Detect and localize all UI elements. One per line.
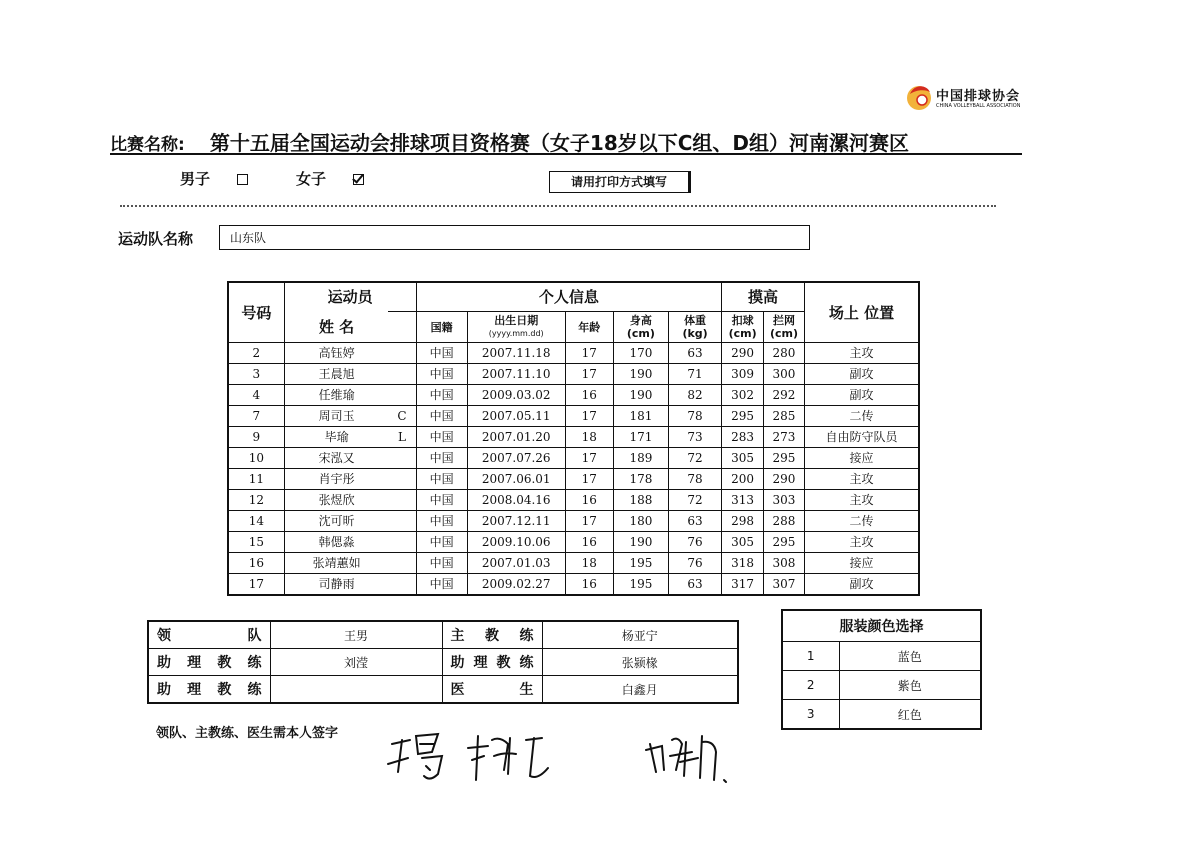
uniform-option-number: 1 [782, 642, 839, 671]
player-birthdate: 2007.11.18 [467, 343, 565, 364]
leader-value[interactable]: 王男 [270, 621, 442, 649]
player-height: 190 [613, 385, 668, 406]
player-name: 张靖蕙如 [284, 553, 388, 574]
player-spike-reach: 318 [722, 553, 764, 574]
player-height: 178 [613, 469, 668, 490]
table-row [228, 427, 919, 448]
assistant2-label: 助理教练 [442, 649, 542, 676]
player-nationality: 中国 [416, 448, 467, 469]
player-birthdate: 2007.01.20 [467, 427, 565, 448]
header-athlete: 运动员 [284, 282, 416, 312]
head-coach-value[interactable]: 杨亚宁 [542, 621, 738, 649]
player-number: 15 [228, 532, 284, 553]
player-spike-reach: 317 [722, 574, 764, 596]
player-spike-reach: 295 [722, 406, 764, 427]
player-role [388, 448, 416, 469]
header-birthdate: 出生日期 (yyyy.mm.dd) [467, 312, 565, 343]
uniform-option-number: 3 [782, 700, 839, 730]
player-block-reach: 288 [764, 511, 805, 532]
player-nationality: 中国 [416, 574, 467, 596]
player-block-reach: 292 [764, 385, 805, 406]
table-row [228, 490, 919, 511]
player-position: 副攻 [804, 385, 919, 406]
player-block-reach: 300 [764, 364, 805, 385]
dotted-divider [120, 205, 996, 207]
staff-table [147, 620, 739, 704]
player-name: 任维瑜 [284, 385, 388, 406]
player-number: 17 [228, 574, 284, 596]
player-height: 170 [613, 343, 668, 364]
player-weight: 78 [669, 469, 722, 490]
cva-logo-icon [904, 80, 934, 114]
player-position: 接应 [804, 553, 919, 574]
header-position: 场上 位置 [804, 282, 919, 343]
player-position: 二传 [804, 406, 919, 427]
player-spike-reach: 313 [722, 490, 764, 511]
player-age: 18 [565, 553, 613, 574]
table-row [228, 574, 919, 596]
player-height: 180 [613, 511, 668, 532]
player-block-reach: 308 [764, 553, 805, 574]
player-nationality: 中国 [416, 385, 467, 406]
title-text: 第十五届全国运动会排球项目资格赛（女子18岁以下C组、D组）河南漯河赛区 [209, 131, 910, 155]
player-name: 韩偲淼 [284, 532, 388, 553]
player-birthdate: 2007.07.26 [467, 448, 565, 469]
player-number: 11 [228, 469, 284, 490]
player-weight: 78 [669, 406, 722, 427]
player-height: 190 [613, 364, 668, 385]
player-block-reach: 295 [764, 532, 805, 553]
header-personal-info: 个人信息 [416, 282, 722, 312]
player-number: 10 [228, 448, 284, 469]
player-weight: 76 [669, 532, 722, 553]
player-age: 17 [565, 511, 613, 532]
player-height: 181 [613, 406, 668, 427]
player-birthdate: 2007.01.03 [467, 553, 565, 574]
player-spike-reach: 305 [722, 532, 764, 553]
table-row [228, 469, 919, 490]
player-number: 7 [228, 406, 284, 427]
player-role [388, 574, 416, 596]
header-reach: 摸高 [722, 282, 805, 312]
title-label: 比赛名称: [110, 135, 185, 155]
player-weight: 82 [669, 385, 722, 406]
player-age: 16 [565, 532, 613, 553]
table-row [228, 553, 919, 574]
uniform-color-table [781, 609, 982, 730]
player-role [388, 532, 416, 553]
player-age: 16 [565, 385, 613, 406]
assistant3-label: 助理教练 [148, 676, 270, 704]
doctor-label: 医生 [442, 676, 542, 704]
player-role [388, 490, 416, 511]
player-birthdate: 2007.05.11 [467, 406, 565, 427]
assistant-label: 助理教练 [148, 649, 270, 676]
player-age: 17 [565, 343, 613, 364]
table-row [228, 406, 919, 427]
player-name: 沈可昕 [284, 511, 388, 532]
player-height: 195 [613, 574, 668, 596]
player-block-reach: 280 [764, 343, 805, 364]
handwritten-signatures [380, 722, 760, 802]
player-name: 肖宇彤 [284, 469, 388, 490]
player-block-reach: 285 [764, 406, 805, 427]
uniform-title: 服装颜色选择 [782, 610, 981, 642]
player-birthdate: 2007.06.01 [467, 469, 565, 490]
player-height: 190 [613, 532, 668, 553]
player-name: 周司玉 [284, 406, 388, 427]
male-label: 男子 [180, 170, 211, 188]
team-name-field[interactable]: 山东队 [219, 225, 810, 250]
player-nationality: 中国 [416, 532, 467, 553]
table-row [228, 385, 919, 406]
assistant2-value[interactable]: 张颍椽 [542, 649, 738, 676]
player-height: 188 [613, 490, 668, 511]
player-role [388, 469, 416, 490]
table-row [228, 448, 919, 469]
table-row [228, 511, 919, 532]
player-birthdate: 2008.04.16 [467, 490, 565, 511]
player-position: 主攻 [804, 490, 919, 511]
header-spike: 扣球 (cm) [722, 312, 764, 343]
player-block-reach: 307 [764, 574, 805, 596]
player-birthdate: 2007.11.10 [467, 364, 565, 385]
player-role: L [388, 427, 416, 448]
player-nationality: 中国 [416, 406, 467, 427]
player-name: 毕瑜 [284, 427, 388, 448]
player-nationality: 中国 [416, 511, 467, 532]
player-role [388, 511, 416, 532]
uniform-option-number: 2 [782, 671, 839, 700]
player-position: 自由防守队员 [804, 427, 919, 448]
player-birthdate: 2009.10.06 [467, 532, 565, 553]
player-weight: 73 [669, 427, 722, 448]
player-position: 接应 [804, 448, 919, 469]
player-height: 171 [613, 427, 668, 448]
player-age: 16 [565, 574, 613, 596]
assistant1-value[interactable]: 刘滢 [270, 649, 442, 676]
player-number: 3 [228, 364, 284, 385]
player-nationality: 中国 [416, 469, 467, 490]
player-nationality: 中国 [416, 364, 467, 385]
player-spike-reach: 200 [722, 469, 764, 490]
player-spike-reach: 309 [722, 364, 764, 385]
header-role-blank [388, 312, 416, 343]
player-weight: 72 [669, 448, 722, 469]
competition-title [110, 127, 1022, 155]
player-position: 副攻 [804, 364, 919, 385]
player-position: 主攻 [804, 343, 919, 364]
player-age: 17 [565, 364, 613, 385]
header-block: 拦网 (cm) [764, 312, 805, 343]
player-name: 王晨旭 [284, 364, 388, 385]
player-block-reach: 303 [764, 490, 805, 511]
player-age: 17 [565, 406, 613, 427]
player-name: 宋泓又 [284, 448, 388, 469]
table-row [228, 343, 919, 364]
player-weight: 63 [669, 574, 722, 596]
player-age: 17 [565, 469, 613, 490]
logo-name: 中国排球协会 [936, 89, 1021, 104]
player-nationality: 中国 [416, 553, 467, 574]
player-age: 16 [565, 490, 613, 511]
header-number: 号码 [228, 282, 284, 343]
female-checkbox[interactable] [353, 174, 364, 185]
player-role [388, 364, 416, 385]
leader-label: 领队 [148, 621, 270, 649]
player-role [388, 553, 416, 574]
player-spike-reach: 290 [722, 343, 764, 364]
player-birthdate: 2009.03.02 [467, 385, 565, 406]
player-position: 副攻 [804, 574, 919, 596]
player-number: 4 [228, 385, 284, 406]
player-weight: 72 [669, 490, 722, 511]
player-position: 二传 [804, 511, 919, 532]
player-weight: 63 [669, 511, 722, 532]
player-name: 高钰婷 [284, 343, 388, 364]
table-row [228, 364, 919, 385]
player-nationality: 中国 [416, 427, 467, 448]
uniform-option-color: 红色 [839, 700, 981, 730]
player-birthdate: 2009.02.27 [467, 574, 565, 596]
gender-male [180, 168, 248, 189]
team-name-label: 运动队名称 [118, 230, 194, 248]
player-spike-reach: 305 [722, 448, 764, 469]
uniform-option-color: 蓝色 [839, 642, 981, 671]
player-birthdate: 2007.12.11 [467, 511, 565, 532]
player-weight: 63 [669, 343, 722, 364]
player-position: 主攻 [804, 469, 919, 490]
player-number: 14 [228, 511, 284, 532]
head-coach-label: 主教练 [442, 621, 542, 649]
player-block-reach: 290 [764, 469, 805, 490]
player-number: 9 [228, 427, 284, 448]
player-age: 18 [565, 427, 613, 448]
player-role [388, 385, 416, 406]
player-spike-reach: 298 [722, 511, 764, 532]
player-role: C [388, 406, 416, 427]
header-nationality: 国籍 [416, 312, 467, 343]
player-nationality: 中国 [416, 490, 467, 511]
player-height: 189 [613, 448, 668, 469]
player-number: 12 [228, 490, 284, 511]
player-block-reach: 273 [764, 427, 805, 448]
doctor-value[interactable]: 白鑫月 [542, 676, 738, 704]
header-name: 姓 名 [284, 312, 388, 343]
player-spike-reach: 302 [722, 385, 764, 406]
player-number: 2 [228, 343, 284, 364]
roster-table [227, 281, 920, 596]
male-checkbox[interactable] [237, 174, 248, 185]
player-nationality: 中国 [416, 343, 467, 364]
print-note: 请用打印方式填写 [549, 171, 691, 193]
player-height: 195 [613, 553, 668, 574]
player-number: 16 [228, 553, 284, 574]
table-row [228, 532, 919, 553]
assistant3-value[interactable] [270, 676, 442, 704]
player-block-reach: 295 [764, 448, 805, 469]
logo-subtitle: CHINA VOLLEYBALL ASSOCIATION [936, 103, 1021, 109]
uniform-option-color: 紫色 [839, 671, 981, 700]
player-age: 17 [565, 448, 613, 469]
header-height: 身高 (cm) [613, 312, 668, 343]
player-position: 主攻 [804, 532, 919, 553]
player-name: 张煜欣 [284, 490, 388, 511]
female-label: 女子 [296, 170, 327, 188]
header-weight: 体重 (kg) [669, 312, 722, 343]
player-name: 司静雨 [284, 574, 388, 596]
player-spike-reach: 283 [722, 427, 764, 448]
player-role [388, 343, 416, 364]
player-weight: 71 [669, 364, 722, 385]
signature-label: 领队、主教练、医生需本人签字 [156, 726, 339, 741]
gender-female [296, 168, 364, 189]
header-age: 年龄 [565, 312, 613, 343]
player-weight: 76 [669, 553, 722, 574]
